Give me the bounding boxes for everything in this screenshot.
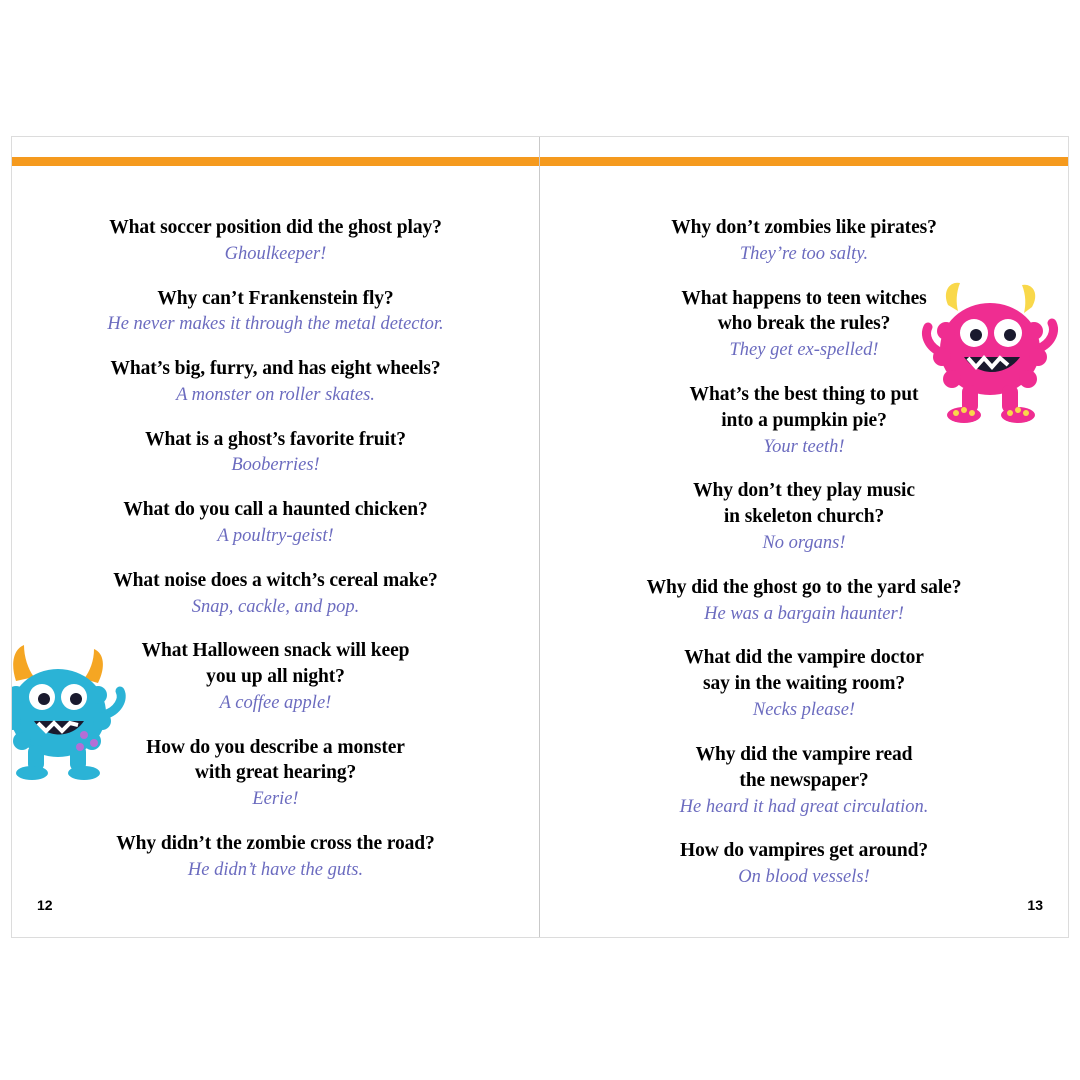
joke-answer: They get ex-spelled! <box>729 340 879 361</box>
joke-question: How do vampires get around? <box>680 840 928 862</box>
joke-answer: He was a bargain haunter! <box>704 603 904 624</box>
joke-question: How do you describe a monster with great hearing? <box>146 736 405 784</box>
joke-item <box>564 742 1044 819</box>
joke-question: What’s big, furry, and has eight wheels? <box>110 358 441 380</box>
left-page-joke-list <box>12 215 539 901</box>
joke-question: Why did the vampire read the newspaper? <box>695 743 913 791</box>
joke-item <box>36 497 515 549</box>
joke-item <box>36 568 515 620</box>
joke-question: What is a ghost’s favorite fruit? <box>145 428 406 450</box>
joke-item <box>564 478 1044 555</box>
joke-question: What Halloween snack will keep you up all night? <box>141 640 410 688</box>
joke-question: What soccer position did the ghost play? <box>109 217 442 238</box>
joke-answer: Snap, cackle, and pop. <box>191 596 360 617</box>
page-top-rule <box>540 157 1068 166</box>
joke-answer: Eerie! <box>252 789 299 810</box>
joke-question: What happens to teen witches who break the rules? <box>681 287 927 335</box>
joke-question: Why didn’t the zombie cross the road? <box>116 832 435 854</box>
joke-question: Why don’t they play music in skeleton church? <box>693 480 915 528</box>
joke-answer: He heard it had great circulation. <box>679 796 929 817</box>
joke-answer: Ghoulkeeper! <box>224 243 327 264</box>
book-spread <box>12 137 1068 937</box>
joke-answer: He didn’t have the guts. <box>187 859 364 880</box>
joke-item <box>36 735 515 812</box>
joke-answer: Your teeth! <box>763 436 845 457</box>
joke-item <box>36 286 515 338</box>
joke-item <box>36 427 515 479</box>
joke-question: What noise does a witch’s cereal make? <box>113 569 438 591</box>
joke-answer: He never makes it through the metal detector. <box>107 314 444 335</box>
joke-answer: Booberries! <box>231 455 320 476</box>
joke-answer: Necks please! <box>752 700 856 721</box>
joke-question: Why can’t Frankenstein fly? <box>157 287 394 309</box>
joke-answer: A coffee apple! <box>219 692 332 713</box>
page-number-right: 13 <box>1027 897 1043 913</box>
page-number-left: 12 <box>37 897 53 913</box>
right-page <box>540 137 1068 937</box>
joke-item <box>36 638 515 715</box>
joke-item <box>36 215 515 267</box>
joke-question: Why don’t zombies like pirates? <box>671 217 937 238</box>
joke-question: What’s the best thing to put into a pumpkin pie? <box>689 383 919 431</box>
right-page-joke-list <box>540 215 1068 909</box>
joke-question: Why did the ghost go to the yard sale? <box>646 576 962 598</box>
joke-item <box>36 356 515 408</box>
joke-question: What did the vampire doctor say in the waiting room? <box>684 647 924 695</box>
joke-answer: No organs! <box>762 533 846 554</box>
joke-answer: They’re too salty. <box>739 243 869 264</box>
joke-item <box>564 215 1044 267</box>
joke-item <box>564 575 1044 627</box>
joke-item <box>36 831 515 883</box>
joke-item <box>564 645 1044 722</box>
joke-item <box>564 838 1044 890</box>
joke-answer: A poultry-geist! <box>217 525 334 546</box>
left-page <box>12 137 540 937</box>
joke-answer: On blood vessels! <box>738 867 870 888</box>
joke-answer: A monster on roller skates. <box>176 384 375 405</box>
joke-item <box>564 286 1044 363</box>
joke-item <box>564 382 1044 459</box>
joke-question: What do you call a haunted chicken? <box>123 499 428 521</box>
page-top-rule <box>12 157 539 166</box>
